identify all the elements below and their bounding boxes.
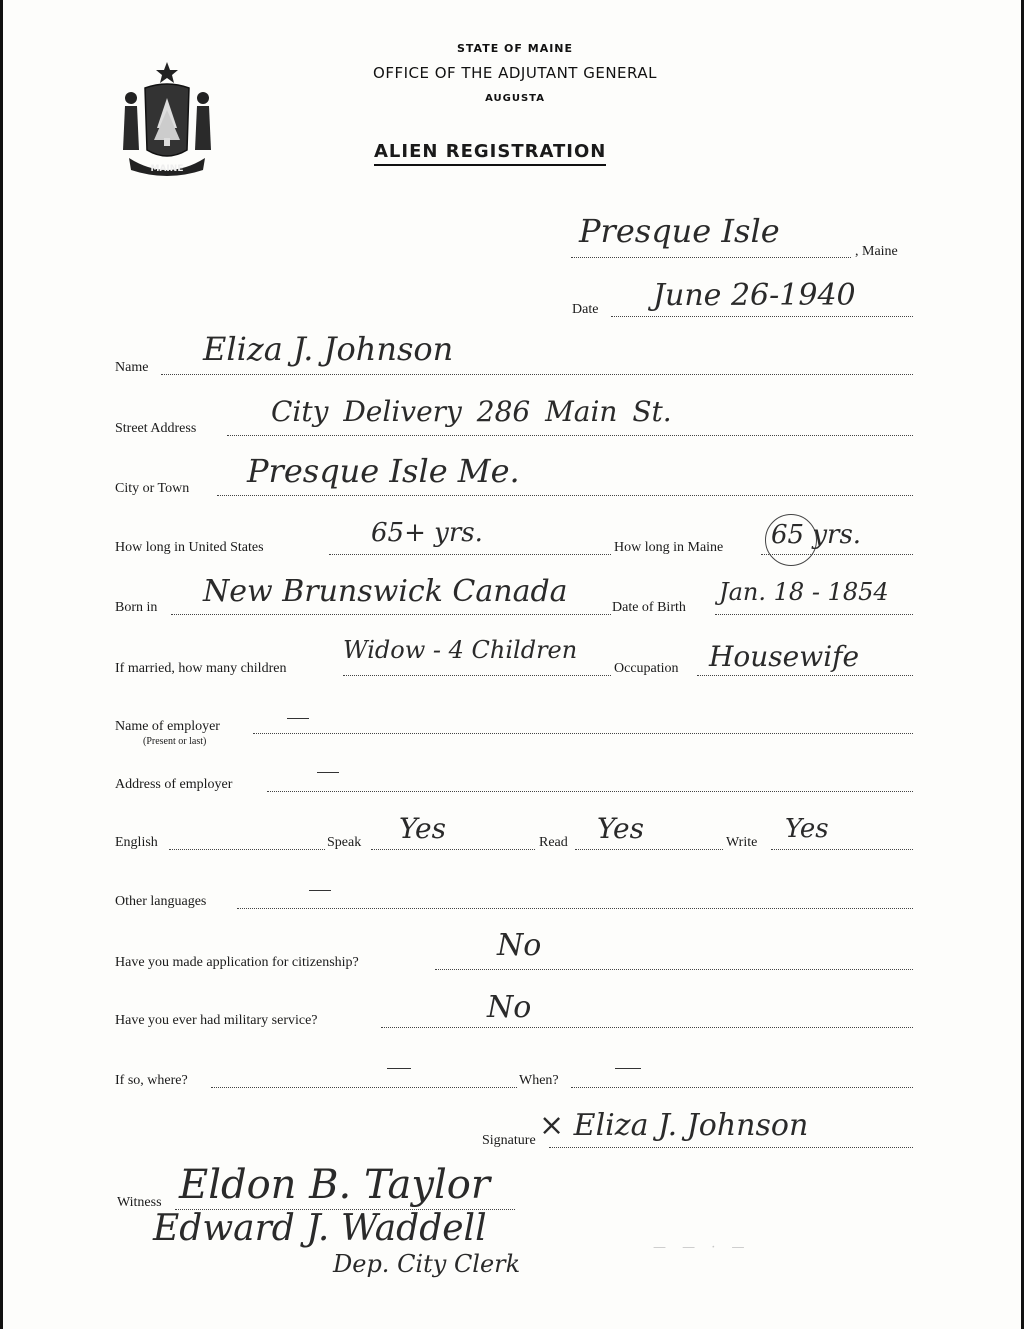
write-label: Write bbox=[726, 835, 758, 850]
other-languages-label: Other languages bbox=[115, 894, 207, 909]
date-entry: June 26-1940 bbox=[653, 278, 856, 313]
occupation-line bbox=[697, 675, 913, 676]
occupation-label: Occupation bbox=[614, 661, 679, 676]
seal-text: MAINE bbox=[150, 164, 184, 174]
how-long-us-label: How long in United States bbox=[115, 540, 264, 555]
state-heading: STATE OF MAINE bbox=[456, 42, 574, 55]
witness-title-entry: Dep. City Clerk bbox=[333, 1250, 521, 1278]
employer-name-sublabel: (Present or last) bbox=[143, 736, 207, 747]
signature-entry: × Eliza J. Johnson bbox=[539, 1108, 809, 1143]
witness-entry-1: Eldon B. Taylor bbox=[179, 1162, 490, 1208]
city-heading: AUGUSTA bbox=[485, 93, 545, 104]
citizenship-line bbox=[435, 969, 913, 970]
military-line bbox=[381, 1027, 913, 1028]
english-line bbox=[169, 849, 325, 850]
date-label: Date bbox=[572, 302, 599, 317]
witness-label: Witness bbox=[117, 1195, 162, 1210]
children-entry: Widow - 4 Children bbox=[343, 636, 578, 664]
citizenship-label: Have you made application for citizenship? bbox=[115, 955, 359, 970]
maine-label: , Maine bbox=[855, 244, 898, 259]
witness-entry-2: Edward J. Waddell bbox=[153, 1208, 487, 1249]
how-long-us-line bbox=[329, 554, 611, 555]
form-title: ALIEN REGISTRATION bbox=[374, 141, 606, 166]
when-dash bbox=[615, 1068, 641, 1069]
employer-name-line bbox=[253, 733, 913, 734]
where-dash bbox=[387, 1068, 411, 1069]
employer-name-dash bbox=[287, 718, 309, 719]
when-line bbox=[571, 1087, 913, 1088]
street-entry: City Delivery 286 Main St. bbox=[271, 395, 672, 428]
citizenship-entry: No bbox=[497, 928, 542, 963]
town-line bbox=[571, 257, 851, 258]
date-of-birth-line bbox=[715, 614, 913, 615]
how-long-maine-entry: 65 yrs. bbox=[771, 520, 862, 550]
date-line bbox=[611, 316, 913, 317]
children-line bbox=[343, 675, 611, 676]
military-entry: No bbox=[487, 990, 532, 1025]
born-in-entry: New Brunswick Canada bbox=[203, 574, 568, 609]
signature-line bbox=[549, 1147, 913, 1148]
write-line bbox=[771, 849, 913, 850]
when-label: When? bbox=[519, 1073, 559, 1088]
speak-label: Speak bbox=[327, 835, 362, 850]
other-languages-dash bbox=[309, 890, 331, 891]
bleed-through-mark: — — · — bbox=[653, 1240, 751, 1255]
how-long-maine-label: How long in Maine bbox=[614, 540, 724, 555]
employer-address-label: Address of employer bbox=[115, 777, 233, 792]
read-label: Read bbox=[539, 835, 568, 850]
how-long-us-entry: 65+ yrs. bbox=[371, 518, 483, 548]
born-in-label: Born in bbox=[115, 600, 158, 615]
write-entry: Yes bbox=[785, 814, 829, 844]
other-languages-line bbox=[237, 908, 913, 909]
employer-address-dash bbox=[317, 772, 339, 773]
english-label: English bbox=[115, 835, 158, 850]
signature-label: Signature bbox=[482, 1133, 536, 1148]
if-married-label: If married, how many children bbox=[115, 661, 287, 676]
city-town-entry: Presque Isle Me. bbox=[247, 452, 520, 490]
name-label: Name bbox=[115, 360, 149, 375]
speak-entry: Yes bbox=[399, 812, 446, 845]
military-label: Have you ever had military service? bbox=[115, 1013, 318, 1028]
born-in-line bbox=[171, 614, 611, 615]
date-of-birth-entry: Jan. 18 - 1854 bbox=[719, 578, 889, 606]
if-so-where-label: If so, where? bbox=[115, 1073, 188, 1088]
where-line bbox=[211, 1087, 517, 1088]
street-label: Street Address bbox=[115, 421, 197, 436]
name-entry: Eliza J. Johnson bbox=[203, 330, 454, 368]
employer-name-label: Name of employer bbox=[115, 719, 220, 734]
name-line bbox=[161, 374, 913, 375]
office-heading: OFFICE OF THE ADJUTANT GENERAL bbox=[373, 64, 657, 82]
street-line bbox=[227, 435, 913, 436]
city-town-line bbox=[217, 495, 913, 496]
employer-address-line bbox=[267, 791, 913, 792]
city-town-label: City or Town bbox=[115, 481, 190, 496]
town-entry: Presque Isle bbox=[579, 212, 780, 250]
speak-line bbox=[371, 849, 535, 850]
read-line bbox=[575, 849, 723, 850]
read-entry: Yes bbox=[597, 812, 644, 845]
occupation-entry: Housewife bbox=[709, 640, 860, 673]
date-of-birth-label: Date of Birth bbox=[612, 600, 686, 615]
